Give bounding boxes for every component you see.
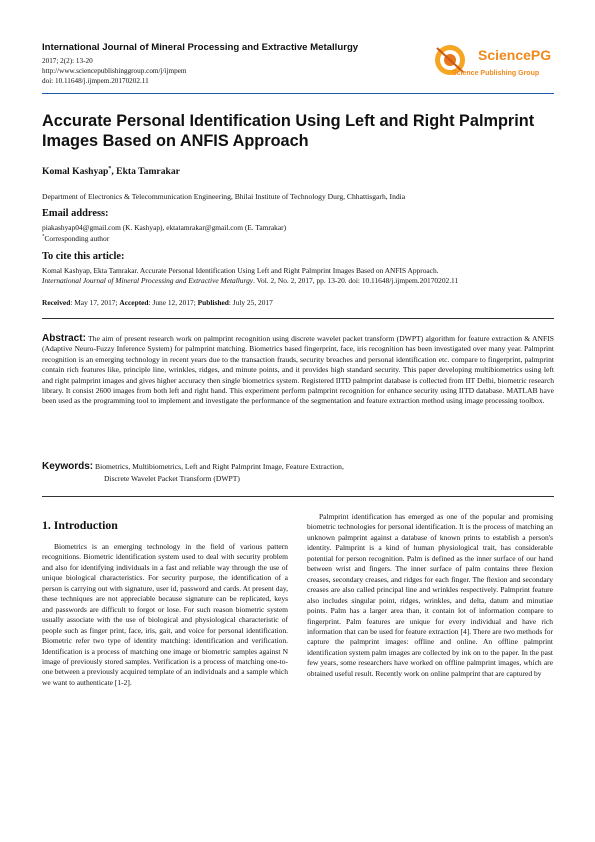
header-rule bbox=[42, 93, 554, 94]
citation-line-1: Komal Kashyap, Ekta Tamrakar. Accurate Personal Identification Using Left and Right Palmprint Images Based on ANFIS Approach. bbox=[42, 266, 439, 275]
corr-text: Corresponding author bbox=[44, 234, 110, 243]
volume-info: 2017; 2(2): 13-20 bbox=[42, 57, 93, 65]
keywords-line-1: Biometrics, Multibiometrics, Left and Right Palmprint Image, Feature Extraction, bbox=[95, 462, 344, 471]
email-addresses[interactable]: piakashyap04@gmail.com (K. Kashyap), ektatamrakar@gmail.com (E. Tamrakar) bbox=[42, 223, 287, 232]
keywords-line-2: Discrete Wavelet Packet Transform (DWPT) bbox=[104, 474, 240, 483]
paper-title: Accurate Personal Identification Using Left and Right Palmprint Images Based on ANFIS Approach bbox=[42, 112, 535, 150]
dates-rule bbox=[42, 318, 554, 319]
accepted-date: : June 12, 2017; bbox=[148, 298, 198, 307]
authors bbox=[42, 166, 180, 177]
keywords bbox=[42, 461, 554, 485]
published-label: Published bbox=[197, 298, 229, 307]
intro-right-paragraph: Palmprint identification has emerged as one of the popular and promising biometric technologies for personal identification. It is the process of matching an unknown palmprint against a database of known prints to establish a person's identity. Palmprint is a kind of human physiological trait, has considerable potential for person recognition. Palm is defined as the inner surface of our hand between wrist and fingers. The inner surface of palm contains three flexion creases, secondary creases, and ridges for each finger. The flexion and secondary creases are also called principal line and wrinkles respectively. Palmprint feature also includes singular point, ridges, wrinkles, and delta, datum and minutiae points. Palm has a larger area than, it contain lot of information compare to fingerprint. Palm features are unique for every individual and have rich information that can be used for feature extraction [4]. There are two methods for capture the palmprint images: offline and online. An offline palmprint identification system palm images are collected by ink on to the paper. In the past few years, some researchers have worked on offline palmprint images, which are obtained useful result. Recently work on online palmprint that are captured by bbox=[307, 512, 553, 678]
received-label: Received bbox=[42, 298, 71, 307]
citation bbox=[42, 266, 554, 287]
publication-dates bbox=[42, 298, 273, 307]
cite-heading: To cite this article: bbox=[42, 251, 125, 262]
doi-line: doi: 10.11648/j.ijmpem.20170202.11 bbox=[42, 77, 149, 85]
abstract bbox=[42, 334, 554, 407]
abstract-label: Abstract: bbox=[42, 333, 86, 344]
logo-subtitle: Science Publishing Group bbox=[452, 70, 540, 77]
journal-name: International Journal of Mineral Processing and Extractive Metallurgy bbox=[42, 42, 359, 53]
intro-left-paragraph: Biometrics is an emerging technology in the field of various pattern recognitions. Biometric identification system used to deal with security problem and also for identifying individuals in a fast and reliable way through the use of unique biological characteristics. For security purpose, the identification of a person is carrying out with signature, user id, password and cards. At present day, these techniques are not appreciable because signature can be replicated, keys and passwords are difficult to forgot or lose. For such reason biometric system usually associate with the use of biological and physiological characteristic of people such as finger print, face, iris, gait, and voice for personal identification. Biometric refer two type of identity matching: identification and verification. Identification is a process of matching one image or biometric samples against N image of previously stored samples. Verification is a process of matching one-to-one between a previously acquired template of an individuals and a sample which we want to authenticate [1-2]. bbox=[42, 542, 288, 687]
corresponding-mark: * bbox=[108, 166, 112, 172]
section-heading: 1. Introduction bbox=[42, 518, 118, 532]
email-heading: Email address: bbox=[42, 208, 109, 219]
affiliation: Department of Electronics & Telecommunication Engineering, Bhilai Institute of Technology Durg, Chhattisgarh, India bbox=[42, 192, 406, 201]
citation-line-2: . Vol. 2, No. 2, 2017, pp. 13-20. doi: 10.11648/j.ijmpem.20170202.11 bbox=[253, 276, 459, 286]
journal-url[interactable]: http://www.sciencepublishinggroup.com/j/ijmpem bbox=[42, 67, 187, 75]
keywords-label: Keywords: bbox=[42, 461, 94, 472]
accepted-label: Accepted bbox=[119, 298, 149, 307]
logo-title: SciencePG bbox=[478, 47, 552, 63]
corr-mark: * bbox=[42, 234, 45, 240]
keywords-rule bbox=[42, 496, 554, 497]
citation-journal: International Journal of Mineral Processing and Extractive Metallurgy bbox=[42, 276, 254, 286]
author-1: Komal Kashyap bbox=[42, 166, 109, 178]
abstract-text: The aim of present research work on palmprint recognition using discrete wavelet packet transform (DWPT) algorithm for feature extraction & ANFIS (Adaptive Neuro-Fuzzy Inference System) for palmprint matching. Biometrics based fingerprint, face, iris recognition has been investigated over many year. Palmprint recognition is an emerging technology in recent years due to the transaction frauds, security breaches and personal identification etc. compare to fingerprint, palmprint contain rich features like, principle line, wrinkles, ridges, and minute points, and it provides high standard security. This paper developing multibiometrics using left and right palmprint images and gives higher accuracy then single biometrics system. Registered IITD palmprint database is collected from IIT Delhi, biometric research library. It consist 2600 images from both left and right hand. This experiment perform palmprint recognition for enhance security using IITD database. MATLAB have been used as the programming tool to implement and investigate the performance of the segmentation and feature extraction method using image processing toolbox. bbox=[42, 334, 554, 406]
published-date: : July 25, 2017 bbox=[228, 298, 273, 307]
corresponding-note bbox=[42, 234, 109, 243]
received-date: : May 17, 2017; bbox=[70, 298, 120, 307]
author-2: , Ekta Tamrakar bbox=[111, 166, 180, 178]
